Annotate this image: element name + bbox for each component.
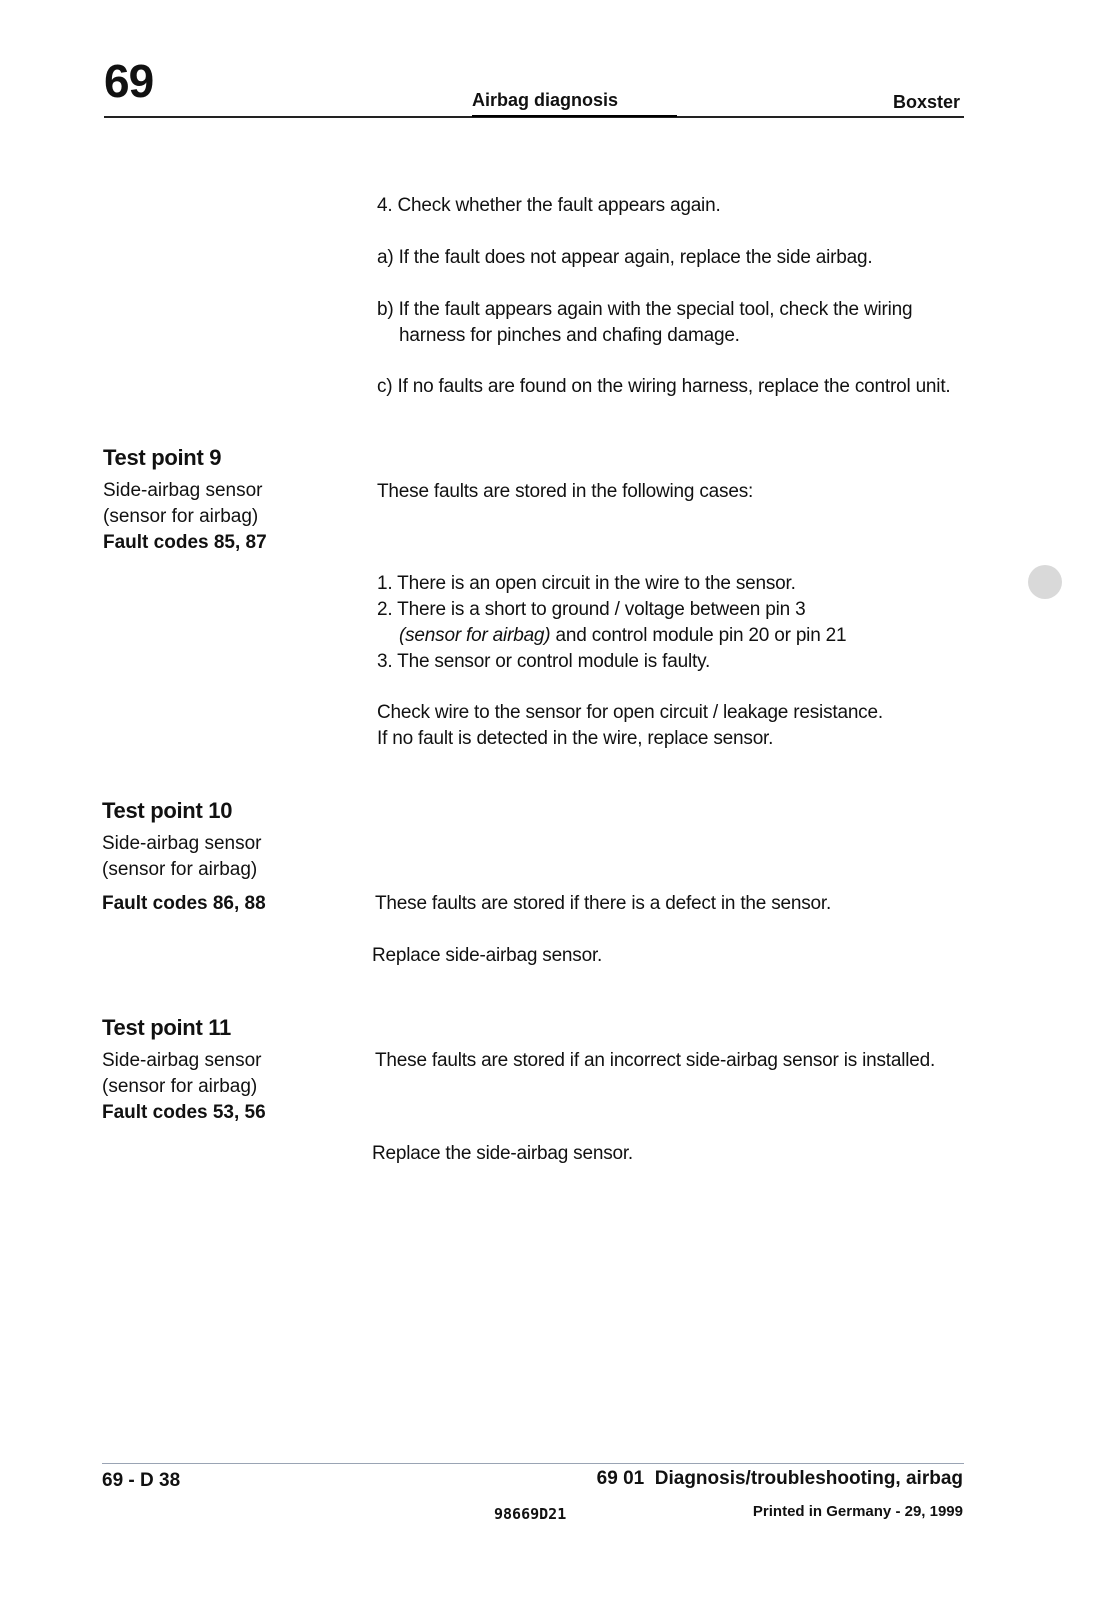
punch-hole-mark: [1028, 565, 1062, 599]
step-c: c) If no faults are found on the wiring harness, replace the control unit.: [377, 376, 951, 397]
check-line1: Check wire to the sensor for open circuit / leakage resistance.: [377, 702, 883, 723]
step-b-line2: harness for pinches and chafing damage.: [399, 325, 740, 346]
test-point-10-title: Test point 10: [102, 798, 233, 823]
document-code: 98669D21: [494, 1505, 567, 1523]
test-point-10-sub1: Side-airbag sensor: [102, 833, 262, 854]
check-line2: If no fault is detected in the wire, replace sensor.: [377, 728, 774, 749]
test-point-9-sub1: Side-airbag sensor: [103, 480, 263, 501]
test-point-9-codes: Fault codes 85, 87: [103, 532, 267, 553]
test-point-11-component: [102, 1048, 266, 1126]
test-point-10-codes: Fault codes 86, 88: [102, 893, 266, 914]
test-point-11-action: Replace the side-airbag sensor.: [372, 1143, 634, 1164]
header-rule-accent: [472, 115, 677, 117]
page-title: Airbag diagnosis: [472, 90, 619, 110]
chapter-number: 69: [104, 55, 154, 107]
test-point-11-sub1: Side-airbag sensor: [102, 1050, 262, 1071]
test-point-10-component: [102, 831, 261, 883]
case-2-rest: and control module pin 20 or pin 21: [550, 625, 847, 646]
test-point-9-title: Test point 9: [103, 445, 222, 470]
test-point-11-codes: Fault codes 53, 56: [102, 1102, 266, 1123]
model-name: Boxster: [893, 92, 961, 112]
test-point-11-sub2: (sensor for airbag): [102, 1076, 258, 1097]
test-point-10-desc: These faults are stored if there is a defect in the sensor.: [375, 893, 832, 914]
case-1: 1. There is an open circuit in the wire to the sensor.: [377, 573, 796, 594]
test-point-9-sub2: (sensor for airbag): [103, 506, 259, 527]
step-b: [377, 297, 912, 349]
test-point-10-sub2: (sensor for airbag): [102, 859, 258, 880]
case-2-continued: [377, 623, 846, 649]
test-point-9-intro: These faults are stored in the following cases:: [377, 481, 754, 502]
case-3: 3. The sensor or control module is faulty.: [377, 651, 711, 672]
step-4: 4. Check whether the fault appears again.: [377, 195, 721, 216]
test-point-11-title: Test point 11: [102, 1015, 231, 1040]
test-point-9-check: [377, 700, 883, 752]
test-point-9-component: [103, 478, 267, 556]
test-point-11-desc: These faults are stored if an incorrect side-airbag sensor is installed.: [375, 1050, 936, 1071]
test-point-9-cases: [377, 571, 846, 675]
test-point-10-action: Replace side-airbag sensor.: [372, 945, 603, 966]
case-2-italic: (sensor for airbag): [399, 625, 551, 646]
case-2: 2. There is a short to ground / voltage between pin 3: [377, 599, 806, 620]
printed-note: Printed in Germany - 29, 1999: [752, 1503, 963, 1520]
footer-rule: [102, 1463, 964, 1464]
step-b-line1: b) If the fault appears again with the special tool, check the wiring: [377, 299, 913, 320]
section-title: 69 01 Diagnosis/troubleshooting, airbag: [596, 1468, 963, 1489]
page-number: 69 - D 38: [102, 1470, 181, 1491]
step-a: a) If the fault does not appear again, replace the side airbag.: [377, 247, 873, 268]
